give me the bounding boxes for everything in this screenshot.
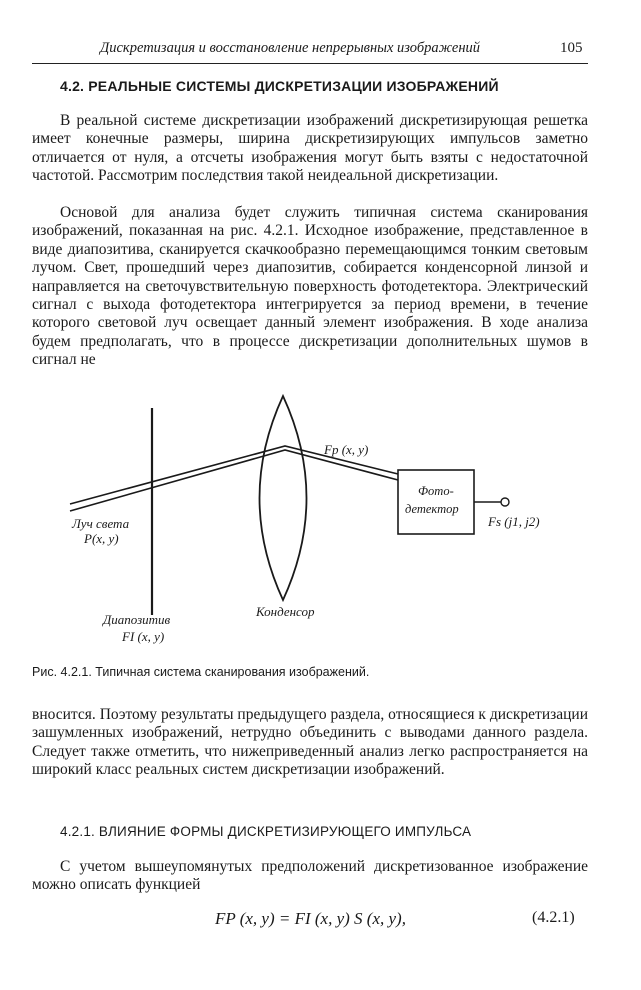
condenser-lens <box>260 396 307 600</box>
label-beam-line2: P(x, y) <box>84 531 119 546</box>
label-fp: Fp (x, y) <box>324 442 369 457</box>
page-number: 105 <box>560 40 583 56</box>
output-terminal <box>501 498 509 506</box>
paragraph-4: С учетом вышеупомянутых предположений дискретизованное изображение можно описать функцией <box>32 858 588 894</box>
label-detector-line1: Фото- <box>418 484 454 498</box>
label-condenser: Конденсор <box>256 604 315 619</box>
equation: FP (x, y) = FI (x, y) S (x, y), <box>215 909 406 928</box>
figure-scanning-system <box>0 390 641 670</box>
label-slide-line2: FI (x, y) <box>122 629 165 644</box>
paragraph-2: Основой для анализа будет служить типичная система сканирования изображений, показанная на рис. 4.2.1. Исходное изображение, представленное в виде диапозитива, сканируется скачкообразно перемещающимся тонким световым лучом. Свет, прошедший через диапозитив, собирается конденсорной линзой и направляется на светочувствительную поверхность фотодетектора. Электрический сигнал с выхода фотодетектора интегрируется за период времени, в течение которого световой луч освещает данный элемент изображения. В ходе анализа будем предполагать, что в процессе дискретизации дополнительных шумов в сигнал не <box>32 204 588 369</box>
equation-number: (4.2.1) <box>532 909 575 926</box>
label-output: Fs (j1, j2) <box>488 514 540 529</box>
header-rule <box>32 63 588 64</box>
label-slide-line1: Диапозитив <box>103 612 171 627</box>
section-heading: 4.2. РЕАЛЬНЫЕ СИСТЕМЫ ДИСКРЕТИЗАЦИИ ИЗОБРАЖЕНИЙ <box>60 78 499 94</box>
subsection-heading: 4.2.1. ВЛИЯНИЕ ФОРМЫ ДИСКРЕТИЗИРУЮЩЕГО ИМПУЛЬСА <box>60 824 472 839</box>
label-detector-line2: детектор <box>405 502 459 516</box>
label-beam-line1: Луч света <box>72 516 130 531</box>
paragraph-1: В реальной системе дискретизации изображений дискретизирующая решетка имеет конечные размеры, ширина дискретизирующих импульсов заметно отличается от нуля, а отсчеты изображения могут быть взяты с недостаточной частотой. Рассмотрим последствия такой неидеальной дискретизации. <box>32 112 588 185</box>
paragraph-3: вносится. Поэтому результаты предыдущего раздела, относящиеся к дискретизации зашумленных изображений, нетрудно объединить с выводами данного раздела. Следует также отметить, что нижеприведенный анализ легко распространяется на широкий класс реальных систем дискретизации изображений. <box>32 706 588 779</box>
running-head: Дискретизация и восстановление непрерывных изображений <box>100 40 481 56</box>
figure-caption: Рис. 4.2.1. Типичная система сканирования изображений. <box>32 665 370 679</box>
